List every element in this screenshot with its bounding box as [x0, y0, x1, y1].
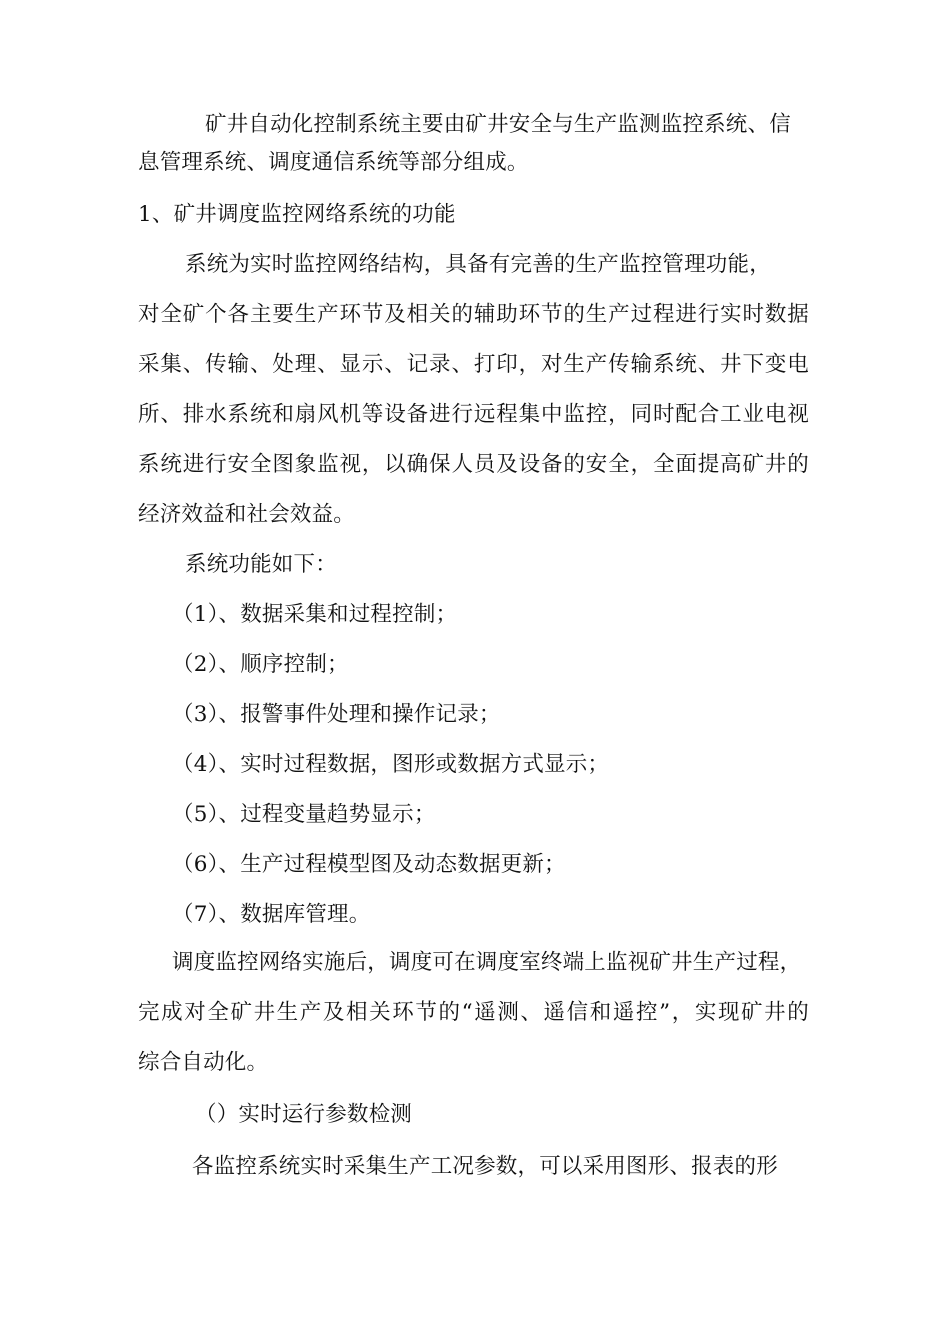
paragraph3-line-1: 各监控系统实时采集生产工况参数，可以采用图形、报表的形	[192, 1154, 778, 1179]
paragraph1-line-6: 经济效益和社会效益。	[138, 502, 356, 527]
function-item: （3）、报警事件处理和操作记录；	[172, 702, 501, 727]
paragraph1-line-3: 采集、传输、处理、显示、记录、打印，对生产传输系统、井下变电	[138, 352, 809, 377]
functions-intro: 系统功能如下：	[185, 552, 337, 577]
paragraph1-line-2: 对全矿个各主要生产环节及相关的辅助环节的生产过程进行实时数据	[138, 302, 809, 327]
function-item: （2）、顺序控制；	[172, 652, 349, 677]
paragraph2-line-1: 调度监控网络实施后，调度可在调度室终端上监视矿井生产过程，	[172, 950, 802, 975]
paragraph1-line-4: 所、排水系统和扇风机等设备进行远程集中监控，同时配合工业电视	[138, 402, 809, 427]
function-item: （7）、数据库管理。	[172, 902, 371, 927]
paragraph2-line-3: 综合自动化。	[138, 1050, 269, 1075]
function-item: （1）、数据采集和过程控制；	[172, 602, 458, 627]
paragraph1-line-1: 系统为实时监控网络结构，具备有完善的生产监控管理功能，	[185, 252, 771, 277]
subheading: （）实时运行参数检测	[195, 1102, 413, 1127]
section-heading: 1、矿井调度监控网络系统的功能	[138, 202, 456, 227]
intro-line-2: 息管理系统、调度通信系统等部分组成。	[138, 150, 529, 175]
intro-line-1: 矿井自动化控制系统主要由矿井安全与生产监测监控系统、信	[205, 112, 791, 137]
paragraph1-line-5: 系统进行安全图象监视，以确保人员及设备的安全，全面提高矿井的	[138, 452, 809, 477]
function-item: （4）、实时过程数据，图形或数据方式显示；	[172, 752, 610, 777]
function-item: （5）、过程变量趋势显示；	[172, 802, 436, 827]
function-item: （6）、生产过程模型图及动态数据更新；	[172, 852, 566, 877]
paragraph2-line-2: 完成对全矿井生产及相关环节的“遥测、遥信和遥控”，实现矿井的	[138, 1000, 809, 1025]
